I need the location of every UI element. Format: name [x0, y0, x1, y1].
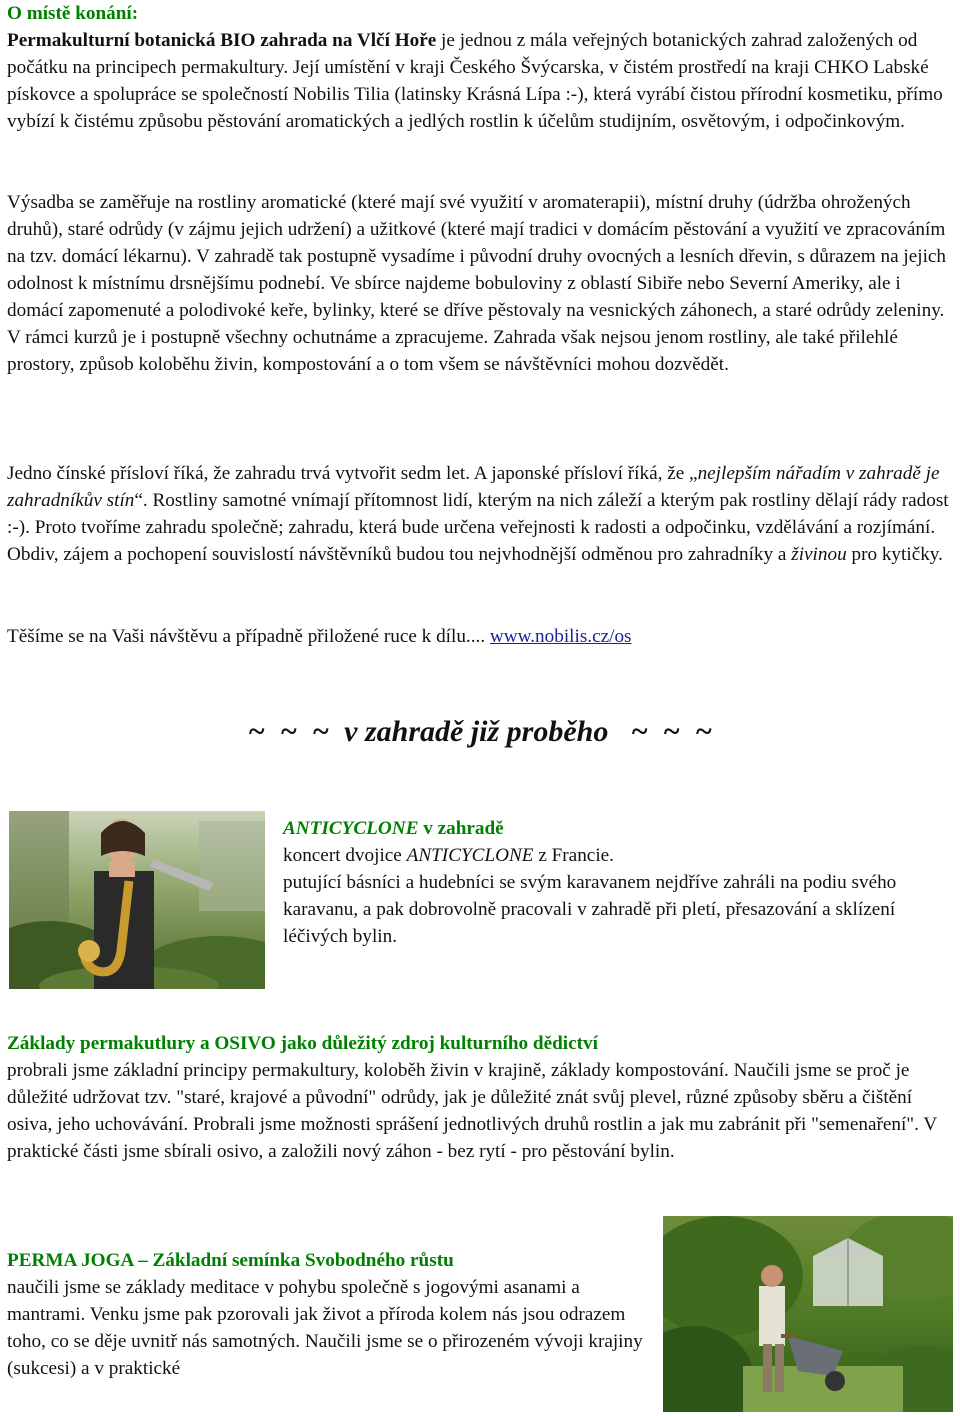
- anticyclone-name: ANTICYCLONE: [283, 818, 419, 839]
- zivinou-italic: živinou: [791, 544, 847, 565]
- section-separator: ~ ~ ~ v zahradě již proběho ~ ~ ~: [247, 715, 713, 748]
- event-perma-joga-title: PERMA JOGA – Základní semínka Svobodného růstu: [7, 1250, 454, 1271]
- event-perma-joga-body: naučili jsme se základy meditace v pohybu společně s jogovými asanami a mantrami. Venku jsme pak pzorovali jak život a příroda kolem nás jsou odrazem toho, co se děje uvnitř nás samotných. Naučili jsme se o přirozeném vývoji krajiny (sukcesi) a v praktické: [7, 1277, 643, 1379]
- event-anticyclone: [283, 815, 953, 950]
- event-anticyclone-line1: [283, 842, 953, 869]
- garden-name: Permakulturní botanická BIO zahrada na Vlčí Hoře: [7, 30, 437, 51]
- venue-paragraph-1-text: je jednou z mála veřejných botanických zahrad založených od počátku na principech permakultury. Její umístění v kraji Českého Švýcarska, v čistém prostředí na kraji CHKO Labské pískovce a spolupráce se společností Nobilis Tilia (latinsky Krásná Lípa :-), která vyrábí čistou přírodní kosmetiku, přímo vybízí k čistému způsobu pěstování aromatických a jedlých rostlin k účelům studijním, osvětovým, i odpočinkovým.: [7, 30, 943, 132]
- venue-paragraph-3: [7, 460, 952, 568]
- anticyclone-italic: ANTICYCLONE: [406, 845, 534, 866]
- proverb-text-b: “. Rostliny samotné vnímají přítomnost lidí, kterým na nich záleží a kterým pak rostliny dělají rády radost :-). Proto tvoříme zahradu společně; zahradu, která bude určena veřejnosti k radosti a odpočinku, vzdělávání a rozjímání. Obdiv, zájem a pochopení souvislostí návštěvníků budou tou nejvhodnější odměnou pro zahradníky a: [7, 490, 949, 565]
- venue-paragraph-4: [7, 623, 952, 650]
- invitation-text: Těšíme se na Vaši návštěvu a případně přiložené ruce k dílu....: [7, 626, 490, 647]
- anticyclone-title-rest: v zahradě: [418, 818, 504, 839]
- event-perma-joga: [7, 1247, 647, 1382]
- proverb-quote: nejlepším nářadím v zahradě je zahradníkův stín: [7, 463, 940, 511]
- concert-text: koncert dvojice: [283, 845, 407, 866]
- proverb-text-c: pro kytičky.: [846, 544, 943, 565]
- nobilis-link[interactable]: www.nobilis.cz/os: [489, 626, 632, 647]
- venue-heading-text: O místě konání:: [7, 3, 139, 24]
- event-anticyclone-body: putující básníci a hudebníci se svým karavanem nejdříve zahráli na podiu svého karavanu, a pak dobrovolně pracovali v zahradě při pletí, přesazování a sklízení léčivých bylin.: [283, 872, 897, 947]
- venue-paragraph-1: [7, 27, 952, 135]
- event-osivo-title: Základy permakutlury a OSIVO jako důležitý zdroj kulturního dědictví: [7, 1033, 598, 1054]
- photo-saxophone-player: [9, 811, 265, 989]
- proverb-text-a: Jedno čínské přísloví říká, že zahradu trvá vytvořit sedm let. A japonské přísloví říká, že „: [7, 463, 698, 484]
- photo-gardener-wheelbarrow: [663, 1216, 953, 1412]
- france-text: z Francie.: [533, 845, 614, 866]
- event-osivo-body: probrali jsme základní principy permakultury, koloběh živin v krajině, základy kompostování. Naučili jsme se proč je důležité udržovat tzv. "staré, krajové a původní" odrůdy, jak je důležité znát svůj plevel, různé způsoby sběru a čištění osiva, jeho uchovávání. Probrali jsme možnosti sprášení jednotlivých druhů rostlin a jak mu zabránit při "semenaření". V praktické části jsme sbírali osivo, a založili nový záhon - bez rytí - pro pěstování bylin.: [7, 1060, 937, 1162]
- venue-heading: [7, 0, 952, 27]
- event-osivo: [7, 1030, 952, 1165]
- event-anticyclone-title: [283, 815, 953, 842]
- venue-paragraph-2: Výsadba se zaměřuje na rostliny aromatické (které mají své využití v aromaterapii), místní druhy (údržba ohrožených druhů), staré odrůdy (v zájmu jejich udržení) a užitkové (které mají tradici v domácím pěstování a využití ve zpracováním na tzv. domácí lékarnu). V zahradě tak postupně vysadíme i původní druhy ovocných a lesních dřevin, s důrazem na jejich odolnost k místnímu drsnějšímu podnebí. Ve sbírce najdeme bobuloviny z oblastí Sibiře nebo Severní Ameriky, ale i domácí zapomenuté a polodivoké keře, bylinky, které se dříve pěstovaly na vesnických záhonech, a staré odrůdy zeleniny. V rámci kurzů je i postupně všechny ochutnáme a zpracujeme. Zahrada však nejsou jenom rostliny, ale také přilehlé prostory, způsob koloběhu živin, kompostování a o tom všem se návštěvníci mohou dozvědět.: [7, 192, 947, 375]
